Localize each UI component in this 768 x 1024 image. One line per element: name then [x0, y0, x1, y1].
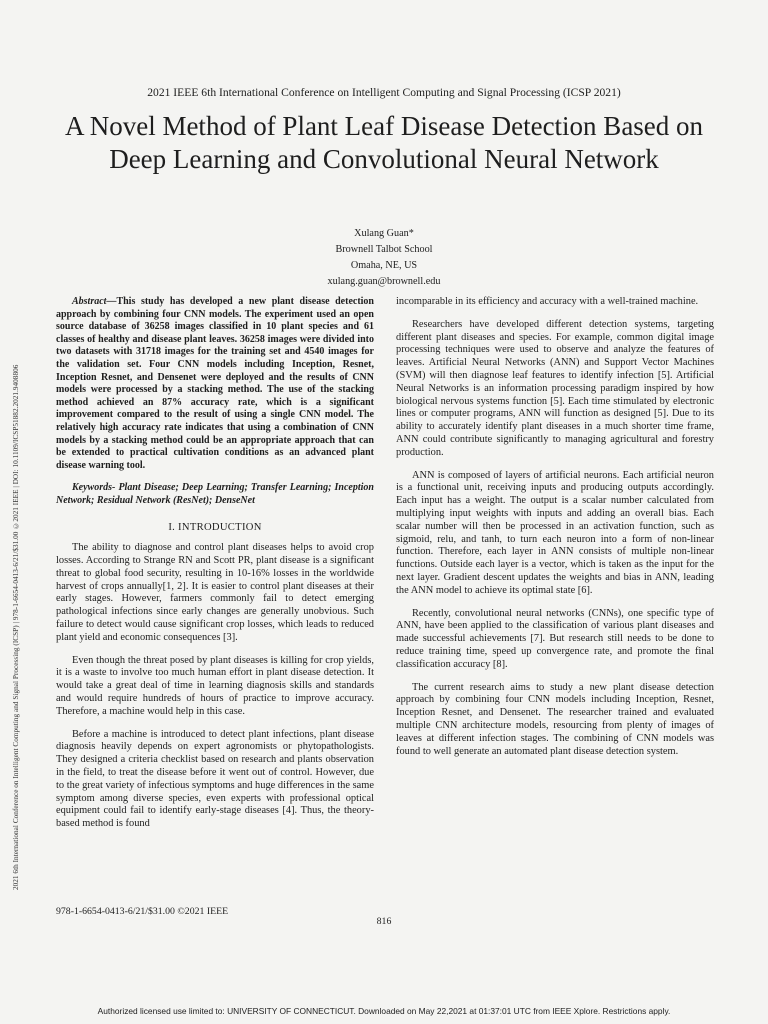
right-paragraph: incomparable in its efficiency and accuracy with a well-trained machine.: [396, 296, 699, 307]
page-number: 816: [376, 916, 392, 927]
author-affiliation: Brownell Talbot School: [335, 244, 433, 255]
left-paragraph: Before a machine is introduced to detect plant infections, plant disease diagnosis heavily depends on expert agronomists or phytopathologists. They designed a criteria checklist based on research and plants observation in the field, to treat the disease before it went out of control. However, due to the great variety of infectious symptoms and huge differences in the same symptom among diverse species, even experts with professional optical equipment could fail to identify early-stage diseases [4]. Thus, the theory-based method is found: [56, 728, 374, 830]
abstract: [56, 296, 374, 472]
author-email: xulang.guan@brownell.edu: [327, 276, 441, 287]
author-location: Omaha, NE, US: [350, 260, 418, 271]
keywords: Keywords- Plant Disease; Deep Learning; Transfer Learning; Inception Network; Residual Network (ResNet); DenseNet: [56, 482, 374, 506]
author-name: Xulang Guan*: [354, 228, 414, 239]
right-column: [396, 296, 714, 768]
left-paragraph: Even though the threat posed by plant diseases is killing for crop yields, it is a waste to involve too much human effort in plant disease detection. It would take a great deal of time in learning diagnosis skills and standards and would require hundreds of hours of practice to improve accuracy. Therefore, a machine would help in this case.: [56, 654, 374, 717]
abstract-lead: Abstract—: [72, 296, 117, 307]
right-paragraph: ANN is composed of layers of artificial neurons. Each artificial neuron is a functional unit, receiving inputs and producing outputs accordingly. Each input has a weight. The output is a scalar number calculated from multiplying input weights with inputs and adding an overall bias. Each scalar number will then be processed in an activation function, such as sigmoid, relu, and tanh, to turn each neuron into a form of non-linear function. Therefore, each layer in ANN consists of multiple non-linear functions. Outside each layer is a vector, which is taken as the input for the next layer. Gradient descent updates the weights and bias in ANN, leading the ANN model to achieve its optimal state [6].: [396, 469, 714, 596]
section-heading-introduction: I. INTRODUCTION: [168, 521, 262, 533]
conference-header: 2021 IEEE 6th International Conference on Intelligent Computing and Signal Processing (ICSP 2021): [147, 86, 621, 99]
doi-sidebar: 2021 6th International Conference on Intelligent Computing and Signal Processing (ICSP) | 978-1-6654-0413-6/21/$31.00 ©2021 IEEE | DOI: 10.1109/ICSP51882.2021.9408806: [12, 364, 20, 890]
left-column: [56, 296, 374, 841]
abstract-text: This study has developed a new plant disease detection approach by combining four CNN models. The experiment used an open source database of 36258 images classified in 10 plant species and 61 classes of healthy and disease plant leaves. 36258 images were divided into two datasets with 31718 images for the training set and 4540 images for the validation set. Four CNN models including Inception, Resnet, Inception Resnet, and Densenet were deployed and the results of CNN models were processed by a stacking method. The use of the stacking method achieved an 87% accuracy rate, which is a significant improvement compared to the result of using a single CNN model. The relatively high accuracy rate indicates that using a combination of CNN models by a stacking method could be an appropriate approach that can be extended to practical cultivation conditions as an advanced plant disease warning tool.: [56, 296, 374, 471]
author-block: [0, 226, 768, 290]
left-paragraph: The ability to diagnose and control plant diseases helps to avoid crop losses. According to Strange RN and Scott PR, plant disease is a significant threat to global food security, resulting in 10-16% losses in the worldwide harvest of crops annually[1, 2]. It is easier to control plant diseases at their early stages. However, farmers commonly fail to detect emerging pathological infections since early changes are generally unobvious. Such failure to detect would cause significant crop losses, which leads to reduced plant yield and economic consequences [3].: [56, 542, 374, 643]
paper-title: A Novel Method of Plant Leaf Disease Detection Based on Deep Learning and Convolutional Neural Network: [64, 111, 704, 174]
copyright-line: 978-1-6654-0413-6/21/$31.00 ©2021 IEEE: [56, 906, 229, 917]
license-footer: Authorized licensed use limited to: UNIVERSITY OF CONNECTICUT. Downloaded on May 22,2021 at 01:37:01 UTC from IEEE Xplore. Restrictions apply.: [97, 1006, 671, 1016]
right-paragraph: The current research aims to study a new plant disease detection approach by combining four CNN models including Inception, Resnet, Inception Resnet, and Densenet. The researcher trained and evaluated multiple CNN architecture models, resourcing from plenty of images of leaves at different infection stages. The combining of CNN models was found to well generate an automated plant disease detection system.: [396, 681, 714, 757]
right-paragraph: Recently, convolutional neural networks (CNNs), one specific type of ANN, have been applied to the classification of various plant diseases and made successful achievements [7]. But research still needs to be done to reduce training time, speed up convergence rate, and promote the final classification accuracy [8].: [396, 607, 714, 670]
right-paragraph: Researchers have developed different detection systems, targeting different plant diseases and species. For example, common digital image processing techniques were used to observe and analyze the features of leaves. Artificial Neural Networks (ANN) and Support Vector Machines (SVM) will then diagnose leaf features to identify infection [5]. Artificial Neural Networks is an information processing paradigm inspired by how biological nervous systems function [5]. Each time stimulated by electronic lines or computer programs, ANN will function as designed [5]. Due to its ability to accurately identify plant diseases in a much shorter time frame, ANN could contribute significantly to managing agricultural and forestry production.: [396, 318, 714, 458]
